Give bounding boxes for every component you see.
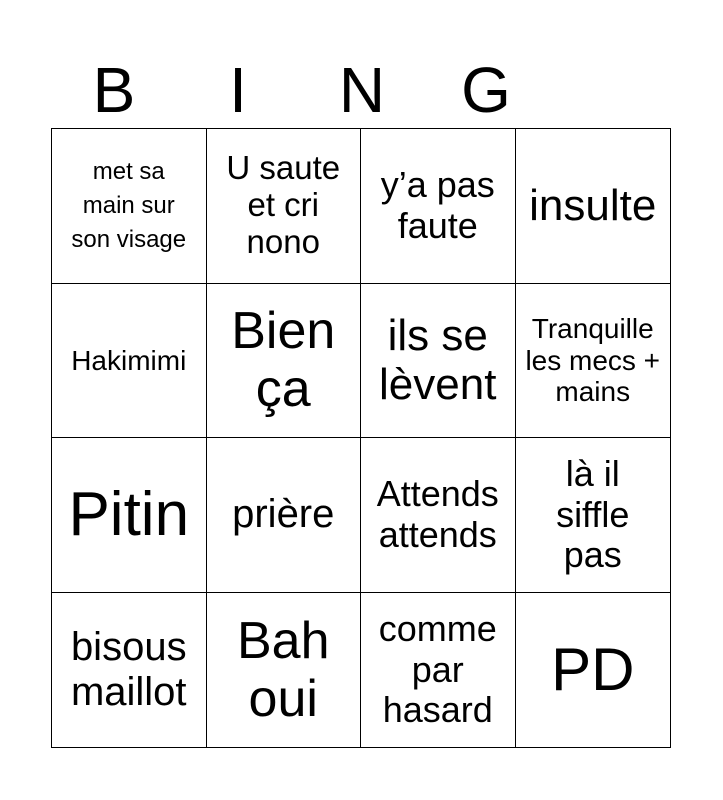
cell-text: bisous maillot bbox=[70, 624, 187, 714]
bingo-cell[interactable] bbox=[207, 438, 362, 593]
bingo-cell[interactable] bbox=[516, 129, 671, 284]
bingo-cell[interactable] bbox=[361, 593, 516, 748]
cell-text: là il siffle pas bbox=[556, 453, 630, 575]
header-letter-i: I bbox=[229, 54, 247, 126]
bingo-cell[interactable] bbox=[361, 438, 516, 593]
cell-text: ils se lèvent bbox=[379, 310, 497, 410]
header-letter-b: B bbox=[92, 54, 136, 126]
bingo-cell[interactable] bbox=[361, 284, 516, 439]
cell-text: Hakimimi bbox=[71, 344, 187, 376]
bingo-cell[interactable] bbox=[207, 129, 362, 284]
cell-text: met sa main sur son visage bbox=[71, 158, 187, 253]
bingo-cell[interactable] bbox=[516, 438, 671, 593]
cell-text: Attends attends bbox=[376, 473, 499, 555]
bingo-cell[interactable] bbox=[516, 593, 671, 748]
cell-text: Tranquille les mecs + mains bbox=[525, 313, 661, 407]
cell-text: Pitin bbox=[68, 480, 190, 550]
bingo-cell[interactable] bbox=[207, 593, 362, 748]
bingo-cell[interactable] bbox=[52, 593, 207, 748]
bingo-cell[interactable] bbox=[52, 284, 207, 439]
cell-text: comme par hasard bbox=[378, 608, 497, 730]
bingo-cell[interactable] bbox=[52, 129, 207, 284]
cell-text: U saute et cri nono bbox=[226, 149, 341, 261]
cell-text: Bah oui bbox=[236, 611, 330, 728]
bingo-board bbox=[51, 128, 671, 748]
cell-text: y’a pas faute bbox=[380, 164, 495, 246]
bingo-cell[interactable] bbox=[207, 284, 362, 439]
header-letter-n: N bbox=[338, 54, 386, 126]
cell-text: prière bbox=[232, 492, 335, 537]
bingo-cell[interactable] bbox=[52, 438, 207, 593]
bingo-cell[interactable] bbox=[361, 129, 516, 284]
cell-text: Bien ça bbox=[231, 302, 336, 419]
header-letter-g: G bbox=[461, 54, 511, 126]
cell-text: PD bbox=[551, 636, 635, 704]
cell-text: insulte bbox=[529, 181, 657, 231]
bingo-header bbox=[52, 52, 672, 128]
bingo-cell[interactable] bbox=[516, 284, 671, 439]
